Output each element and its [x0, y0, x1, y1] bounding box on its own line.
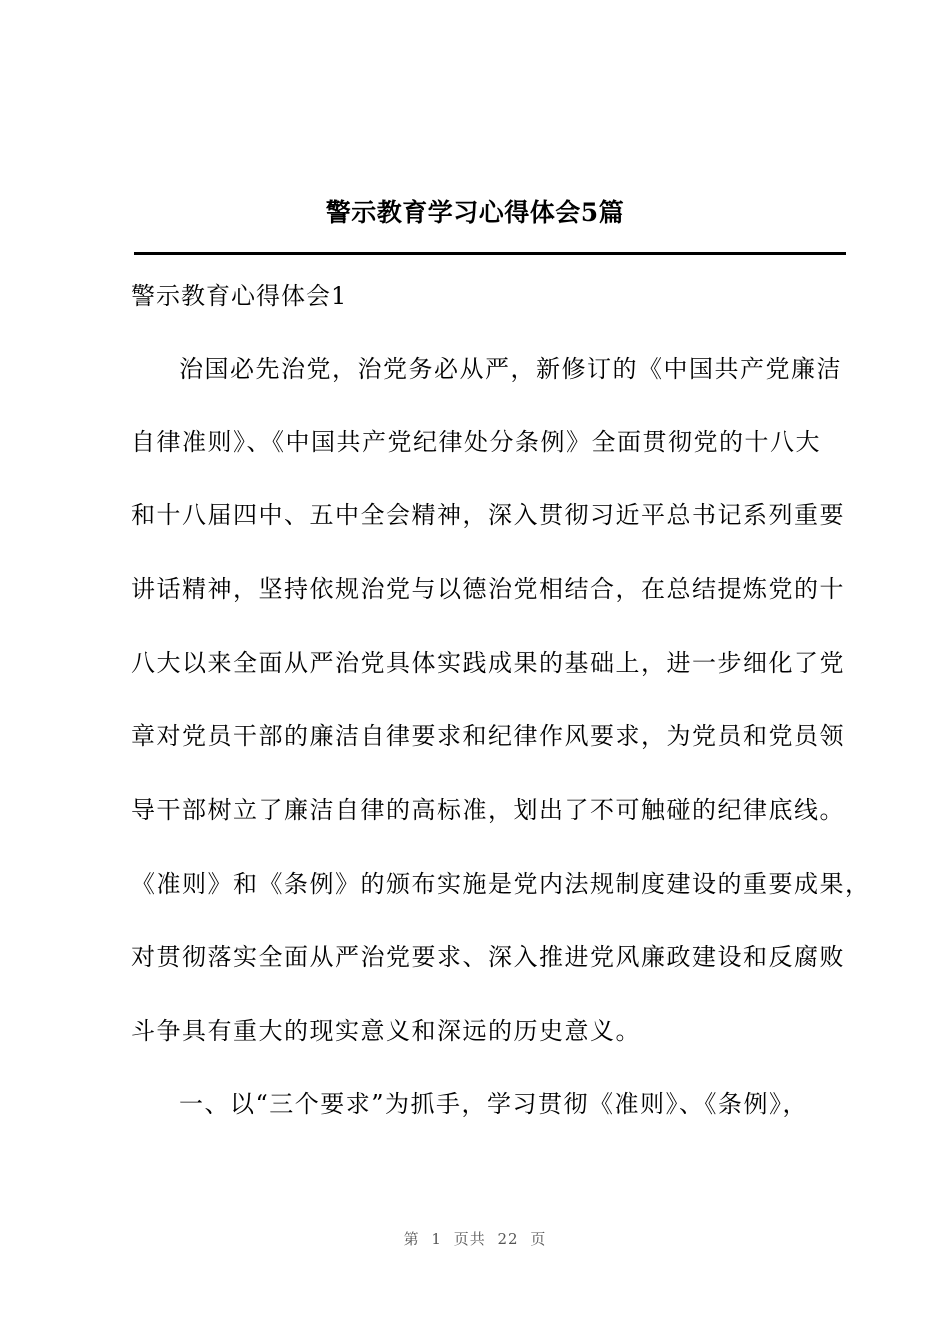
paragraph-1-line: 治国必先治党，治党务必从严，新修订的《中国共产党廉洁 — [179, 355, 842, 383]
page-number-footer: 第 1 页共 22 页 — [403, 1230, 547, 1248]
paragraph-1-line: 导干部树立了廉洁自律的高标准，划出了不可触碰的纪律底线。 — [131, 796, 845, 824]
paragraph-1-line: 自律准则》、《中国共产党纪律处分条例》全面贯彻党的十八大 — [131, 428, 821, 456]
paragraph-1-line: 八大以来全面从严治党具体实践成果的基础上，进一步细化了党 — [131, 649, 845, 677]
paragraph-2-line: 一、以“三个要求”为抓手，学习贯彻《准则》、《条例》， — [179, 1090, 809, 1118]
paragraph-1-line: 讲话精神，坚持依规治党与以德治党相结合，在总结提炼党的十 — [131, 575, 845, 603]
section-heading: 警示教育心得体会1 — [131, 282, 348, 310]
paragraph-1-line: 《准则》和《条例》的颁布实施是党内法规制度建设的重要成果， — [131, 870, 871, 898]
document-title: 警示教育学习心得体会5篇 — [325, 198, 625, 227]
paragraph-1-line: 对贯彻落实全面从严治党要求、深入推进党风廉政建设和反腐败 — [131, 943, 845, 971]
paragraph-1-line: 和十八届四中、五中全会精神，深入贯彻习近平总书记系列重要 — [131, 501, 845, 529]
title-divider — [134, 252, 846, 255]
paragraph-1-line: 斗争具有重大的现实意义和深远的历史意义。 — [131, 1017, 641, 1045]
paragraph-1-line: 章对党员干部的廉洁自律要求和纪律作风要求，为党员和党员领 — [131, 722, 845, 750]
